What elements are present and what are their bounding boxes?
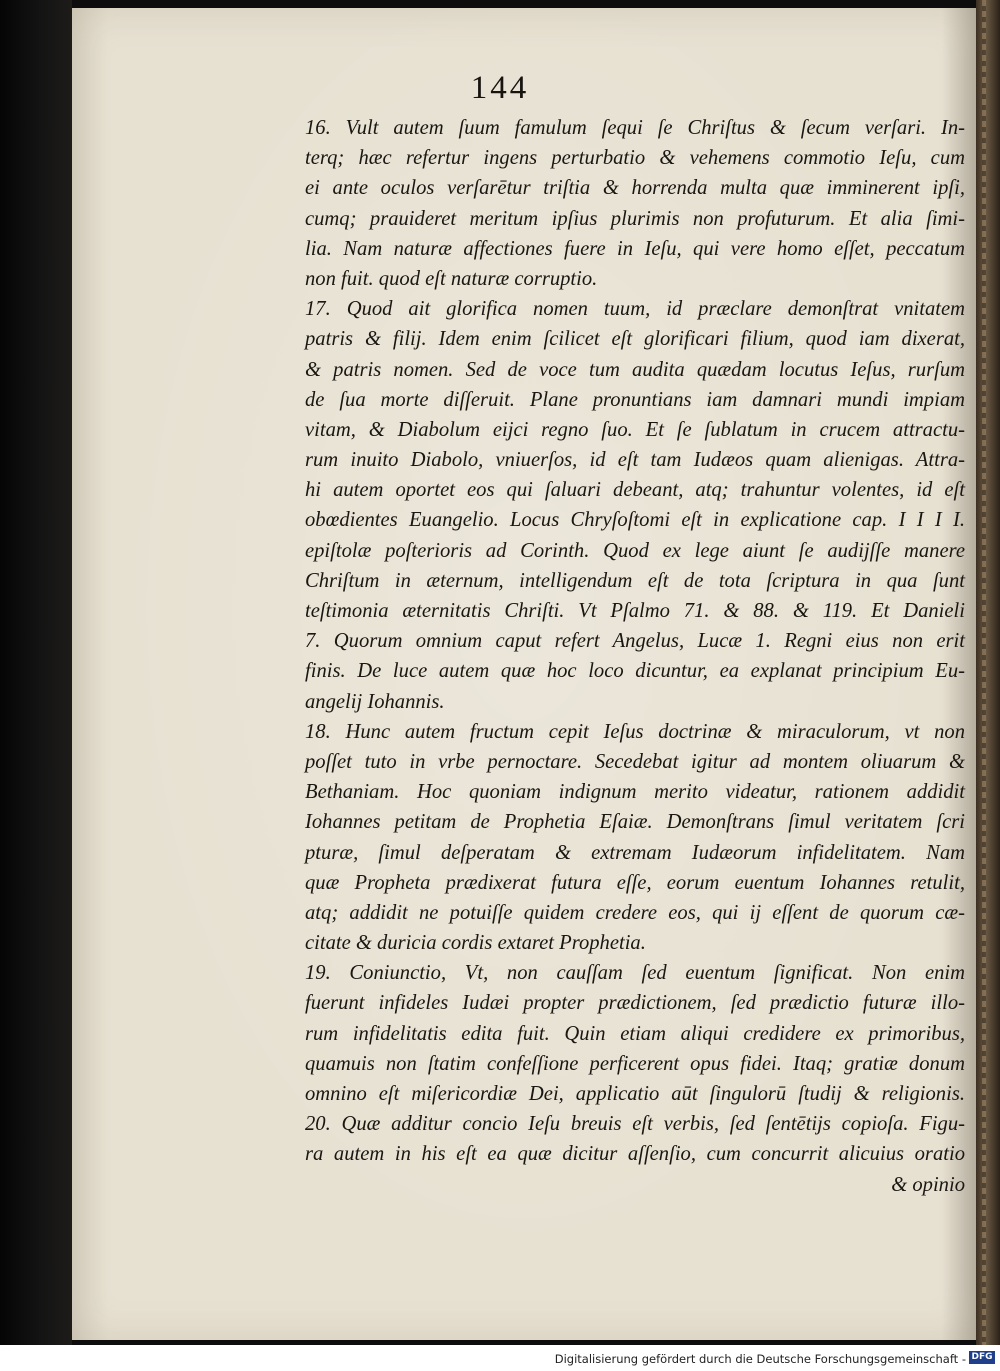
text-line: quamuis non ſtatim confeſſione perficerent opus fidei. Itaq; gratiæ donum	[305, 1052, 965, 1075]
text-line: lia. Nam naturæ affectiones fuere in Ieſu, qui vere homo eſſet, peccatum	[305, 237, 965, 260]
text-line: quæ Propheta prædixerat futura eſſe, eorum euentum Iohannes retulit,	[305, 871, 965, 894]
text-line: non fuit. quod eſt naturæ corruptio.	[305, 267, 598, 290]
text-line: pturæ, ſimul deſperatam & extremam Iudæorum infidelitatem. Nam	[305, 841, 965, 864]
text-line: & patris nomen. Sed de voce tum audita quædam locutus Ieſus, rurſum	[305, 358, 965, 381]
text-line: teſtimonia æternitatis Chriſti. Vt Pſalmo 71. & 88. & 119. Et Danieli	[305, 600, 965, 622]
text-line: rum inuito Diabolo, vniuerſos, id eſt tam Iudæos quam alienigas. Attra-	[305, 449, 965, 472]
book-edge-right	[976, 0, 1000, 1345]
text-line: terq; hæc refertur ingens perturbatio & vehemens commotio Ieſu, cum	[305, 147, 965, 170]
text-line: Bethaniam. Hoc quoniam indignum merito videatur, rationem addidit	[305, 781, 965, 804]
text-line: omnino eſt miſericordiæ Dei, applicatio aūt ſingulorū ſtudij & religionis.	[305, 1083, 965, 1105]
text-line: obœdientes Euangelio. Locus Chryſoſtomi eſt in explicatione cap. I I I I.	[305, 509, 965, 532]
page-stack-stripes	[982, 0, 986, 1345]
text-line: 20. Quæ additur concio Ieſu breuis eſt verbis, ſed ſentētijs copioſa. Figu-	[305, 1113, 965, 1136]
text-line: cumq; prauideret meritum ipſius plurimis non profuturum. Et alia ſimi-	[305, 207, 965, 230]
text-line: fuerunt infideles Iudæi propter prædictionem, ſed prædictio futuræ illo-	[305, 992, 965, 1015]
text-line: Iohannes petitam de Prophetia Eſaiæ. Demonſtrans ſimul veritatem ſcri	[305, 811, 965, 834]
text-line: finis. De luce autem quæ hoc loco dicuntur, ea explanat principium Eu-	[305, 660, 965, 683]
text-line: atq; addidit ne potuiſſe quidem credere eos, qui ij eſſent de quorum cæ-	[305, 901, 965, 924]
text-line: poſſet tuto in vrbe pernoctare. Secedebat igitur ad montem oliuarum &	[305, 750, 965, 773]
page-number: 144	[470, 70, 530, 106]
body-text	[305, 113, 965, 1200]
text-line: citate & duricia cordis extaret Prophetia.	[305, 932, 646, 955]
text-line: 17. Quod ait glorifica nomen tuum, id præclare demonſtrat vnitatem	[305, 298, 965, 321]
text-line: ra autem in his eſt ea quæ dicitur aſſenſio, cum concurrit alicuius oratio	[305, 1143, 965, 1166]
catchword: & opinio	[891, 1173, 965, 1196]
text-line: ei ante oculos verſarētur triſtia & horrenda multa quæ imminerent ipſi,	[305, 177, 965, 200]
text-line: 19. Coniunctio, Vt, non cauſſam ſed euentum ſignificat. Non enim	[305, 962, 965, 985]
funding-notice: Digitalisierung gefördert durch die Deutsche Forschungsgemeinschaft -	[554, 1352, 966, 1366]
text-line: 7. Quorum omnium caput refert Angelus, Lucæ 1. Regni eius non erit	[305, 630, 965, 653]
text-line: hi autem oportet eos qui ſaluari debeant, atq; trahuntur volentes, id eſt	[305, 479, 965, 502]
text-line: rum infidelitatis edita fuit. Quin etiam aliqui credidere ex primoribus,	[305, 1022, 965, 1045]
footer-bar	[0, 1345, 1000, 1371]
text-line: de ſua morte diſſeruit. Plane pronuntians iam damnari mundi impiam	[305, 388, 965, 411]
dfg-logo: DFG	[969, 1351, 995, 1364]
text-line: vitam, & Diabolum eijci regno ſuo. Et ſe ſublatum in crucem attractu-	[305, 418, 965, 441]
text-line: angelij Iohannis.	[305, 690, 445, 713]
text-line: patris & filij. Idem enim ſcilicet eſt glorificari filium, quod iam dixerat,	[305, 328, 965, 351]
text-line: 16. Vult autem ſuum famulum ſequi ſe Chriſtus & ſecum verſari. In-	[305, 117, 965, 139]
book-edge-left	[0, 0, 72, 1371]
text-line: epiſtolæ poſterioris ad Corinth. Quod ex lege aiunt ſe audijſſe manere	[305, 539, 965, 562]
text-line: 18. Hunc autem fructum cepit Ieſus doctrinæ & miraculorum, vt non	[305, 720, 965, 743]
text-line: Chriſtum in æternum, intelligendum eſt de tota ſcriptura in qua ſunt	[305, 569, 965, 592]
